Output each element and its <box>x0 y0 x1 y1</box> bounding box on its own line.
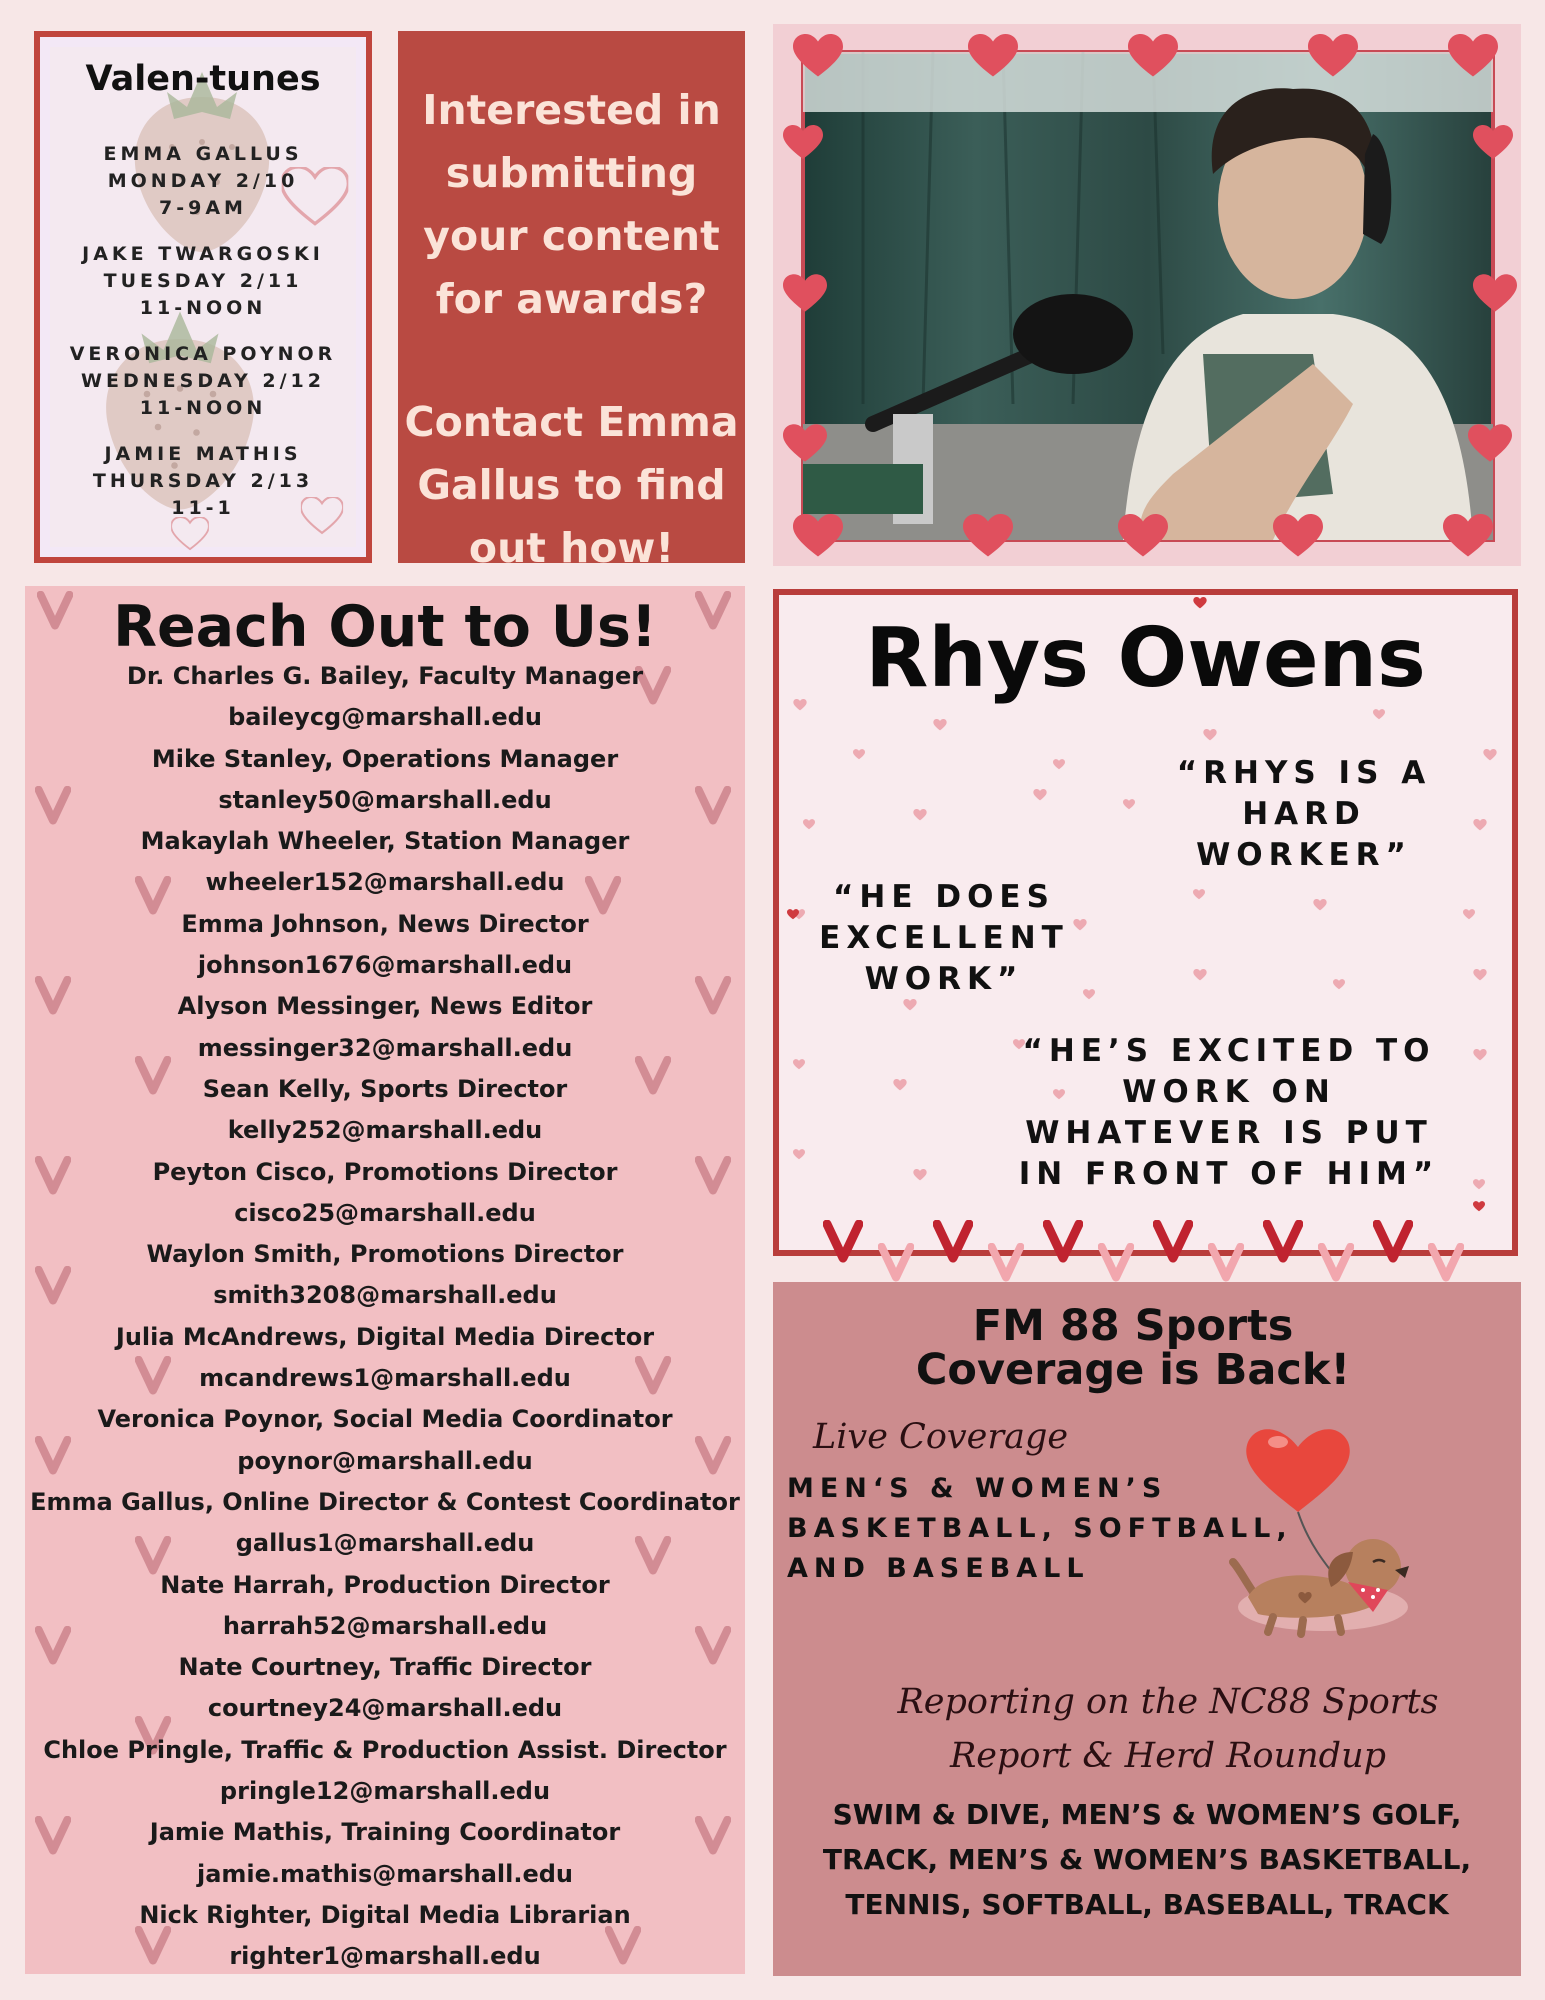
contact-email: poynor@marshall.edu <box>237 1446 533 1475</box>
contact-name: Sean Kelly, Sports Director <box>202 1074 568 1103</box>
contact-email: smith3208@marshall.edu <box>213 1281 557 1310</box>
sports-heading-line: FM 88 Sports <box>972 1301 1294 1351</box>
show-day: MONDAY 2/10 <box>107 170 299 192</box>
awards-contact <box>398 391 745 563</box>
heart-outline-icon <box>170 517 210 551</box>
contact-name: Mike Stanley, Operations Manager <box>151 744 619 773</box>
contact-email: messinger32@marshall.edu <box>197 1033 573 1062</box>
awards-line: Gallus to find <box>417 461 726 509</box>
contact-email: cisco25@marshall.edu <box>234 1198 536 1227</box>
awards-line: for awards? <box>435 275 708 323</box>
contact-name: Chloe Pringle, Traffic & Production Assist. Director <box>43 1735 727 1764</box>
valentunes-title: Valen-tunes <box>85 59 321 99</box>
dog-balloon-illustration <box>1213 1392 1513 1642</box>
contact-email: mcandrews1@marshall.edu <box>199 1364 571 1393</box>
valentunes-panel <box>34 31 372 563</box>
quote-line: IN FRONT OF HIM” <box>1018 1156 1440 1192</box>
live-coverage-line: AND BASEBALL <box>787 1553 1090 1584</box>
show-host: VERONICA POYNOR <box>69 343 337 365</box>
quote-line: WORK ON <box>1122 1074 1336 1110</box>
contact-email: stanley50@marshall.edu <box>218 785 552 814</box>
contact-name: Dr. Charles G. Bailey, Faculty Manager <box>126 662 644 690</box>
quote-line: “HE DOES <box>833 879 1055 915</box>
quote-line: WORKER” <box>1196 837 1412 873</box>
contact-email: harrah52@marshall.edu <box>222 1611 548 1640</box>
contact-name: Nick Righter, Digital Media Librarian <box>139 1900 631 1929</box>
awards-line: your content <box>423 212 720 260</box>
show-day: THURSDAY 2/13 <box>92 470 314 492</box>
contact-name: Peyton Cisco, Promotions Director <box>152 1157 618 1186</box>
spotlight-panel <box>773 589 1518 1256</box>
live-coverage-line: MEN‘S & WOMEN’S <box>787 1473 1168 1504</box>
awards-line: Interested in <box>422 86 721 134</box>
sports-heading <box>773 1301 1493 1395</box>
show-day: TUESDAY 2/11 <box>103 270 303 292</box>
sports-list-line: TRACK, MEN’S & WOMEN’S BASKETBALL, <box>822 1843 1472 1876</box>
report-line: Report & Herd Roundup <box>949 1736 1387 1776</box>
quote-line: WHATEVER IS PUT <box>1025 1115 1433 1151</box>
quote-line: “RHYS IS A <box>1176 755 1432 791</box>
live-coverage-line: BASKETBALL, SOFTBALL, <box>787 1513 1293 1544</box>
contact-email: gallus1@marshall.edu <box>235 1529 535 1558</box>
awards-panel <box>398 31 745 563</box>
show-entry <box>40 341 366 422</box>
contact-name: Nate Harrah, Production Director <box>160 1570 610 1599</box>
contact-email: jamie.mathis@marshall.edu <box>196 1859 574 1888</box>
show-entry <box>40 241 366 322</box>
contact-list <box>25 656 745 1974</box>
awards-line: out how! <box>468 524 675 563</box>
show-host: JAKE TWARGOSKI <box>82 243 324 265</box>
contact-name: Makaylah Wheeler, Station Manager <box>140 827 630 856</box>
quote-2 <box>819 877 1069 1000</box>
contact-email: baileycg@marshall.edu <box>228 703 542 732</box>
show-time: 7-9AM <box>159 197 247 219</box>
quote-line: “HE’S EXCITED TO <box>1022 1033 1436 1069</box>
photo-panel <box>773 24 1521 566</box>
awards-line: submitting <box>445 149 698 197</box>
contact-name: Emma Johnson, News Director <box>181 909 589 938</box>
contacts-title: Reach Out to Us! <box>113 594 657 660</box>
sports-list-line: SWIM & DIVE, MEN’S & WOMEN’S GOLF, <box>832 1798 1462 1831</box>
show-host: JAMIE MATHIS <box>104 443 302 465</box>
quote-3 <box>1009 1031 1449 1195</box>
contact-email: courtney24@marshall.edu <box>207 1694 563 1723</box>
quote-line: EXCELLENT <box>819 920 1069 956</box>
show-time: 11-NOON <box>139 297 267 319</box>
contact-name: Emma Gallus, Online Director & Contest Coordinator <box>30 1487 740 1516</box>
sports-heading-line: Coverage is Back! <box>915 1345 1351 1395</box>
contact-email: johnson1676@marshall.edu <box>197 951 573 980</box>
quote-1 <box>1159 753 1449 876</box>
contact-name: Alyson Messinger, News Editor <box>177 992 593 1021</box>
quote-line: HARD <box>1242 796 1366 832</box>
contacts-panel <box>25 586 745 1974</box>
contact-name: Nate Courtney, Traffic Director <box>178 1653 592 1682</box>
sports-panel <box>773 1282 1521 1976</box>
contact-email: pringle12@marshall.edu <box>219 1777 551 1806</box>
live-coverage-label: Live Coverage <box>813 1417 1069 1457</box>
dj-photo <box>773 24 1521 566</box>
sports-list-line: TENNIS, SOFTBALL, BASEBALL, TRACK <box>845 1888 1449 1921</box>
awards-line: Contact Emma <box>404 398 739 446</box>
show-entry <box>40 141 366 222</box>
show-host: EMMA GALLUS <box>103 143 303 165</box>
show-entry <box>40 441 366 522</box>
show-time: 11-NOON <box>139 397 267 419</box>
show-day: WEDNESDAY 2/12 <box>81 370 325 392</box>
contact-name: Veronica Poynor, Social Media Coordinator <box>97 1405 673 1434</box>
show-time: 11-1 <box>171 497 235 519</box>
contact-email: righter1@marshall.edu <box>229 1942 541 1971</box>
contact-email: wheeler152@marshall.edu <box>205 868 565 897</box>
sports-list <box>773 1792 1521 1927</box>
quote-line: WORK” <box>864 961 1024 997</box>
contact-name: Jamie Mathis, Training Coordinator <box>149 1818 621 1847</box>
contact-name: Julia McAndrews, Digital Media Director <box>115 1322 655 1351</box>
awards-question <box>398 79 745 331</box>
contact-email: kelly252@marshall.edu <box>227 1116 543 1145</box>
report-line: Reporting on the NC88 Sports <box>897 1682 1439 1722</box>
contact-name: Waylon Smith, Promotions Director <box>146 1240 624 1269</box>
spotlight-name: Rhys Owens <box>865 611 1426 706</box>
